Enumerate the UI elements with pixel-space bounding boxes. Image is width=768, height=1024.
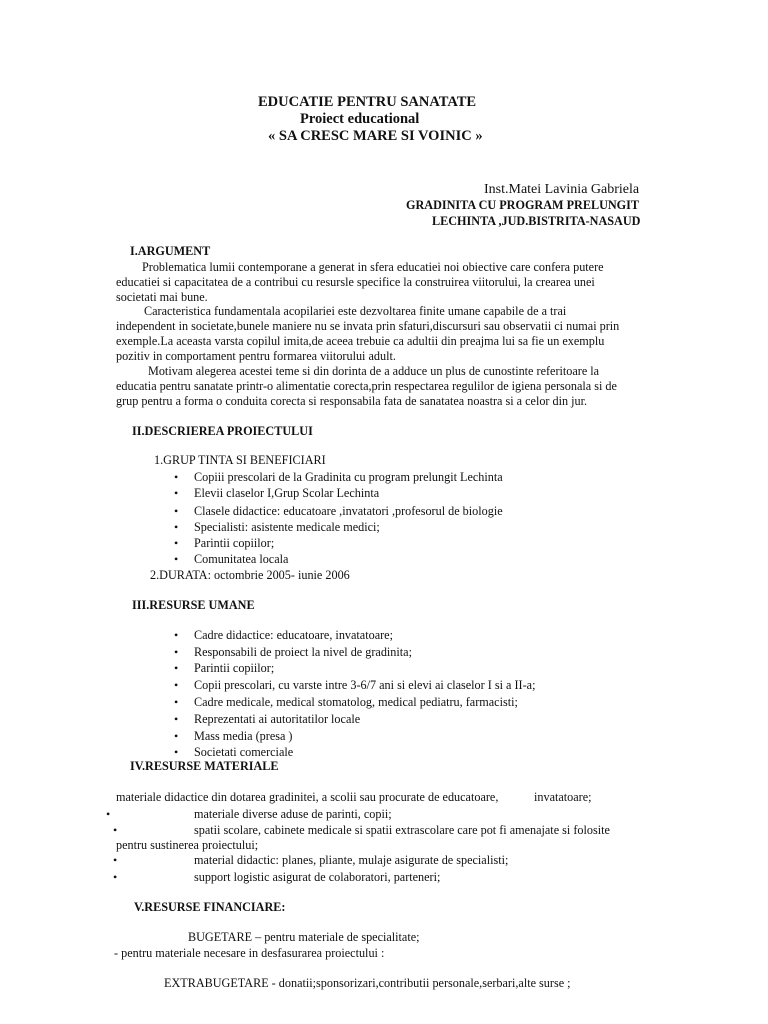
bullet-icon: • bbox=[174, 729, 179, 743]
bullet-icon: • bbox=[106, 807, 111, 821]
bullet-icon: • bbox=[174, 504, 179, 518]
human-resource-item: Parintii copiilor; bbox=[194, 661, 275, 675]
section-human-resources-heading: III.RESURSE UMANE bbox=[132, 598, 255, 612]
argument-line: grup pentru a forma o conduita corecta si responsabila fata de sanatatea noastra si a celor din jur. bbox=[116, 394, 588, 408]
target-group-item: Copiii prescolari de la Gradinita cu program prelungit Lechinta bbox=[194, 470, 503, 484]
argument-line: pozitiv in comportament pentru formarea viitorului adult. bbox=[116, 349, 396, 363]
bullet-icon: • bbox=[174, 695, 179, 709]
section-argument-heading: I.ARGUMENT bbox=[130, 244, 211, 258]
human-resource-item: Cadre didactice: educatoare, invatatoare; bbox=[194, 628, 393, 642]
document-subtitle: Proiect educational bbox=[300, 111, 420, 127]
target-group-item: Clasele didactice: educatoare ,invatatori ,profesorul de biologie bbox=[194, 504, 503, 518]
bullet-icon: • bbox=[174, 470, 179, 484]
bullet-icon: • bbox=[174, 520, 179, 534]
material-resource-continuation: pentru sustinerea proiectului; bbox=[116, 838, 259, 852]
argument-line: Motivam alegerea acestei teme si din dorinta de a adduce un plus de cunostinte referitoare la bbox=[148, 364, 600, 378]
human-resource-item: Societati comerciale bbox=[194, 745, 294, 759]
target-group-subheading: 1.GRUP TINTA SI BENEFICIARI bbox=[154, 453, 326, 467]
bullet-icon: • bbox=[174, 745, 179, 759]
argument-line: educatiei si capacitatea de a contribui cu resursle specifice la construirea viitorului, la crearea unei bbox=[116, 275, 595, 289]
duration-line: 2.DURATA: octombrie 2005- iunie 2006 bbox=[150, 568, 350, 582]
argument-line: Caracteristica fundamentala acopilariei este dezvoltarea finite umane capabile de a trai bbox=[144, 304, 567, 318]
human-resource-item: Mass media (presa ) bbox=[194, 729, 293, 743]
bullet-icon: • bbox=[174, 645, 179, 659]
material-resource-item: materiale diverse aduse de parinti, copii; bbox=[194, 807, 392, 821]
material-resource-item: support logistic asigurat de colaboratori, parteneri; bbox=[194, 870, 441, 884]
argument-line: societati mai bune. bbox=[116, 290, 208, 304]
bullet-icon: • bbox=[174, 678, 179, 692]
human-resource-item: Responsabili de proiect la nivel de gradinita; bbox=[194, 645, 412, 659]
argument-line: exemple.La aceasta varsta copilul imita,de aceea trebuie ca adultii din preajma lui sa fie un exemplu bbox=[116, 334, 605, 348]
target-group-item: Comunitatea locala bbox=[194, 552, 289, 566]
argument-line: independent in societate,bunele maniere nu se invata prin sfaturi,discursuri sau observatii ci numai prin bbox=[116, 319, 620, 333]
bullet-icon: • bbox=[113, 823, 118, 837]
section-financial-resources-heading: V.RESURSE FINANCIARE: bbox=[134, 900, 286, 914]
target-group-item: Specialisti: asistente medicale medici; bbox=[194, 520, 380, 534]
institution-line-2: LECHINTA ,JUD.BISTRITA-NASAUD bbox=[432, 214, 641, 228]
section-description-heading: II.DESCRIEREA PROIECTULUI bbox=[132, 424, 313, 438]
material-resource-line: materiale didactice din dotarea gradinitei, a scolii sau procurate de educatoare, bbox=[116, 790, 499, 804]
bullet-icon: • bbox=[174, 712, 179, 726]
argument-line: Problematica lumii contemporane a generat in sfera educatiei noi obiective care confera putere bbox=[142, 260, 604, 274]
bullet-icon: • bbox=[174, 552, 179, 566]
institution-line-1: GRADINITA CU PROGRAM PRELUNGIT bbox=[406, 198, 640, 212]
project-name: « SA CRESC MARE SI VOINIC » bbox=[268, 128, 483, 144]
target-group-item: Elevii claselor I,Grup Scolar Lechinta bbox=[194, 486, 380, 500]
document-title: EDUCATIE PENTRU SANATATE bbox=[258, 94, 477, 110]
bullet-icon: • bbox=[113, 870, 118, 884]
author-name: Inst.Matei Lavinia Gabriela bbox=[484, 182, 640, 197]
human-resource-item: Reprezentati ai autoritatilor locale bbox=[194, 712, 361, 726]
material-resource-item: material didactic: planes, pliante, mulaje asigurate de specialisti; bbox=[194, 853, 509, 867]
argument-line: educatia pentru sanatate printr-o alimentatie corecta,prin respectarea regulilor de igiena personala si de bbox=[116, 379, 617, 393]
section-material-resources-heading: IV.RESURSE MATERIALE bbox=[130, 759, 279, 773]
extra-budget-line: EXTRABUGETARE - donatii;sponsorizari,contributii personale,serbari,alte surse ; bbox=[164, 976, 571, 990]
material-resource-line: invatatoare; bbox=[534, 790, 592, 804]
bullet-icon: • bbox=[174, 536, 179, 550]
human-resource-item: Copii prescolari, cu varste intre 3-6/7 ani si elevi ai claselor I si a II-a; bbox=[194, 678, 536, 692]
budget-line: BUGETARE – pentru materiale de specialitate; bbox=[188, 930, 420, 944]
bullet-icon: • bbox=[113, 853, 118, 867]
target-group-item: Parintii copiilor; bbox=[194, 536, 275, 550]
human-resource-item: Cadre medicale, medical stomatolog, medical pediatru, farmacisti; bbox=[194, 695, 518, 709]
material-resource-item: spatii scolare, cabinete medicale si spatii extrascolare care pot fi amenajate si folosite bbox=[194, 823, 610, 837]
bullet-icon: • bbox=[174, 628, 179, 642]
bullet-icon: • bbox=[174, 661, 179, 675]
budget-line: - pentru materiale necesare in desfasurarea proiectului : bbox=[114, 946, 385, 960]
bullet-icon: • bbox=[174, 486, 179, 500]
